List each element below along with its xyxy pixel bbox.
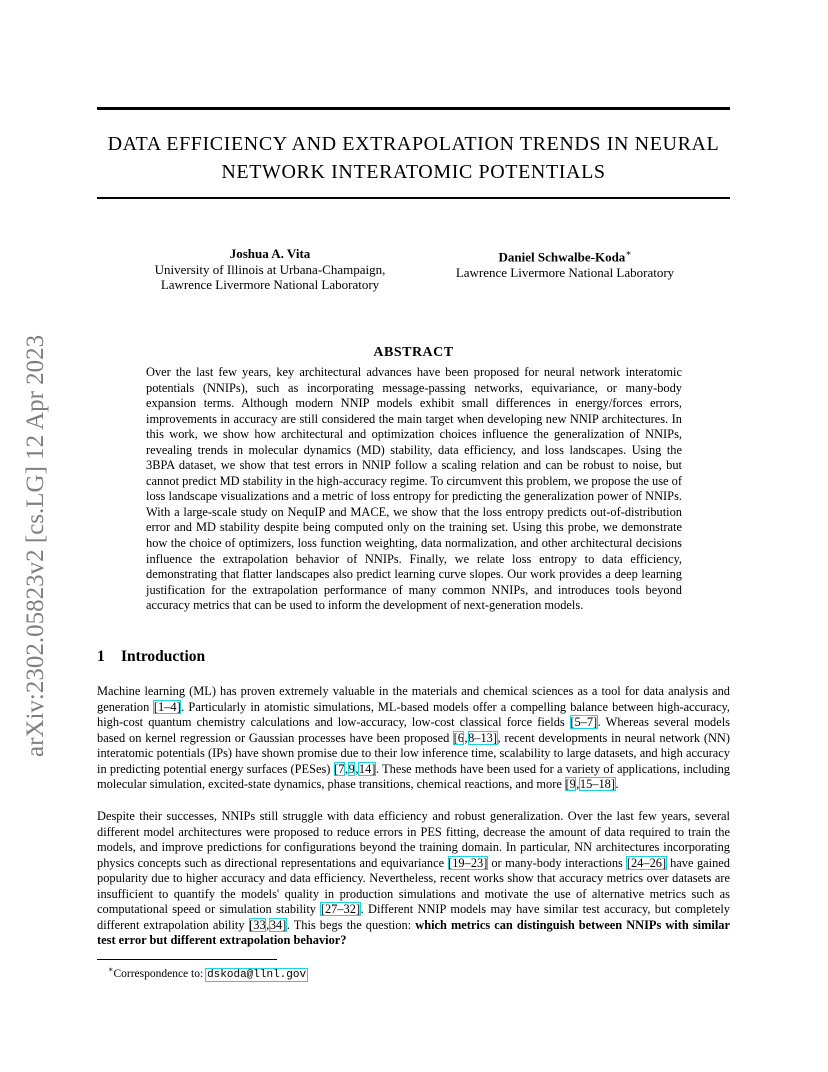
text: or many-body interactions [487,855,627,870]
citation-link[interactable]: [9 [565,777,576,792]
citation-link[interactable]: 8–13] [468,730,498,745]
citation-link[interactable]: [6 [453,730,464,745]
citation-link[interactable]: [33 [249,917,266,932]
citation-link[interactable]: [7 [334,761,345,776]
text: . Different NNIP models may have similar test accuracy, but completely different extrapolation ability [97,902,730,932]
abstract-text: Over the last few years, key architectural advances have been proposed for neural network interatomic potentials (NNIPs), such as incorporating message-passing networks, equivariance, or many-body expansion terms. Although modern NNIP models exhibit small differences in energy/forces errors, improvements in accuracy are still considered the main target when developing new NNIP architectures. In this work, we show how architectural and optimization choices influence the generalization of NNIPs, revealing trends in molecular dynamics (MD) stability, data efficiency, and loss landscapes. Using the 3BPA dataset, we show that test errors in NNIP follow a scaling relation and can be robust to noise, but cannot predict MD stability in the high-accuracy regime. To circumvent this problem, we propose the use of loss landscape visualizations and a metric of loss entropy for predicting the generalization power of NNIPs. With a large-scale study on NequIP and MACE, we show that the loss entropy predicts out-of-distribution error and MD stability despite being computed only on the training set. Using this probe, we demonstrate how the choice of optimizers, loss function weighting, data normalization, and other architectural decisions influence the extrapolation behavior of NNIPs. Finally, we relate loss entropy to data efficiency, demonstrating that flatter landscapes also predict learning curve slopes. Our work provides a deep learning justification for the extrapolation performance of many common NNIPs, and introduces tools beyond accuracy metrics that can be used to inform the development of next-generation models. [146,365,682,613]
email-link[interactable]: dskoda@llnl.gov [207,968,307,981]
text: . Particularly in atomistic simulations, ML-based models offer a compelling balance between high-accuracy, high-cost quantum chemistry calculations and low-accuracy, low-cost classical force fields [97,699,730,730]
citation-link[interactable]: [19–23] [448,855,488,870]
footnote-text: Correspondence to: [113,967,207,980]
text: Despite their successes, NNIPs still struggle with data efficiency and robust generalization. Over the last few years, several different model architectures were proposed to reduce errors in PES fitting, decrease the amount of data required to train the models, and improve predictions for configurations beyond the training domain. In particular, NN architectures incorporating physics concepts such as directional representations and equivariance [97,809,730,870]
citation-link[interactable]: 9 [348,761,355,776]
research-question: which metrics can distinguish between NNIPs with similar test error but different extrapolation behavior? [97,917,730,948]
intro-paragraph-1: Machine learning (ML) has proven extremely valuable in the materials and chemical sciences as a tool for data analysis and generation [1–4]. Particularly in atomistic simulations, ML-based models offer a compelling balance between high-accuracy, high-cost quantum chemistry calculations and low-accuracy, low-cost classical force fields [5–7]. Whereas several models based on kernel regression or Gaussian processes have been proposed [6,8–13], recent developments in neural network (NN) interatomic potentials (IPs) have shown promise due to their low inference time, scalability to large datasets, and high accuracy in predicting potential energy surfaces (PESes) [7,9,14]. These methods have been used for a variety of applications, including molecular simulation, excited-state dynamics, phase transitions, chemical reactions, and more [9,15–18]. [97,684,730,792]
text: . Whereas several models based on kernel regression or Gaussian processes have been proposed [97,715,730,745]
citation-link[interactable]: 14] [358,761,376,776]
citation-link[interactable]: 34] [269,917,287,932]
intro-paragraph-2: Despite their successes, NNIPs still struggle with data efficiency and robust generalization. Over the last few years, several different model architectures were proposed to reduce errors in PES fitting, decrease the amount of data required to train the models, and improve predictions for configurations beyond the training domain. In particular, NN architectures incorporating physics concepts such as directional representations and equivariance [19–23] or many-body interactions [24–26] have gained popularity due to higher accuracy and data efficiency. Nevertheless, recent works show that accuracy metrics over datasets are insufficient to quantify the models' quality in production simulations and motivate the use of alternative metrics such as computational speed or simulation stability [27–32]. Different NNIP models may have similar test accuracy, but completely different extrapolation ability [33,34]. This begs the question: which metrics can distinguish between NNIPs with similar test error but different extrapolation behavior? [97,809,730,948]
text: Machine learning (ML) has proven extremely valuable in the materials and chemical sciences as a tool for data analysis and generation [97,684,730,714]
footnote-mark: ∗ [108,965,114,974]
author-affiliation: Lawrence Livermore National Laboratory [455,264,675,280]
section-title: Introduction [121,648,206,665]
text: . These methods have been used for a variety of applications, including molecular simulation, excited-state dynamics, phase transitions, chemical reactions, and more [97,761,730,792]
citation-link[interactable]: [24–26] [626,855,667,870]
author-affiliation: Lawrence Livermore National Laboratory [160,277,380,292]
arxiv-identifier: arXiv:2302.05823v2 [cs.LG] 12 Apr 2023 [22,334,49,757]
text: have gained popularity due to higher accuracy and data efficiency. Nevertheless, recent works show that accuracy metrics over datasets are insufficient to quantify the models' quality in production simulations and motivate the use of alternative metrics such as computational speed or simulation stability [97,855,730,917]
section-number: 1 [97,648,105,665]
author-affiliation: University of Illinois at Urbana-Champaign, [154,261,386,277]
corresponding-mark: ∗ [625,248,632,258]
section-heading [97,648,205,666]
text: , recent developments in neural network (NN) interatomic potentials (IPs) have shown promise due to their low inference time, scalability to large datasets, and high accuracy in predicting potential energy surfaces (PESes) [97,730,730,776]
title-rule-bottom [97,197,730,199]
citation-link[interactable]: [5–7] [570,715,598,730]
citation-link[interactable]: 15–18] [579,777,615,792]
text: . [615,777,619,792]
title-rule-top [97,107,730,110]
title-line-2: NETWORK INTERATOMIC POTENTIALS [221,161,606,183]
author-block-1 [140,246,400,293]
title-line-1: DATA EFFICIENCY AND EXTRAPOLATION TRENDS IN NEURAL [107,133,720,155]
citation-link[interactable]: [27–32] [320,902,361,917]
citation-link[interactable]: [1–4] [153,699,181,714]
footnote-rule [97,959,277,960]
paper-title [97,130,730,186]
footnote [108,962,307,983]
author-name: Joshua A. Vita [229,246,311,261]
text: . This begs the question: [286,917,416,932]
author-name-text: Daniel Schwalbe-Koda [498,249,626,265]
author-name [440,246,690,265]
author-block-2 [440,246,690,280]
abstract-heading: ABSTRACT [373,345,454,360]
